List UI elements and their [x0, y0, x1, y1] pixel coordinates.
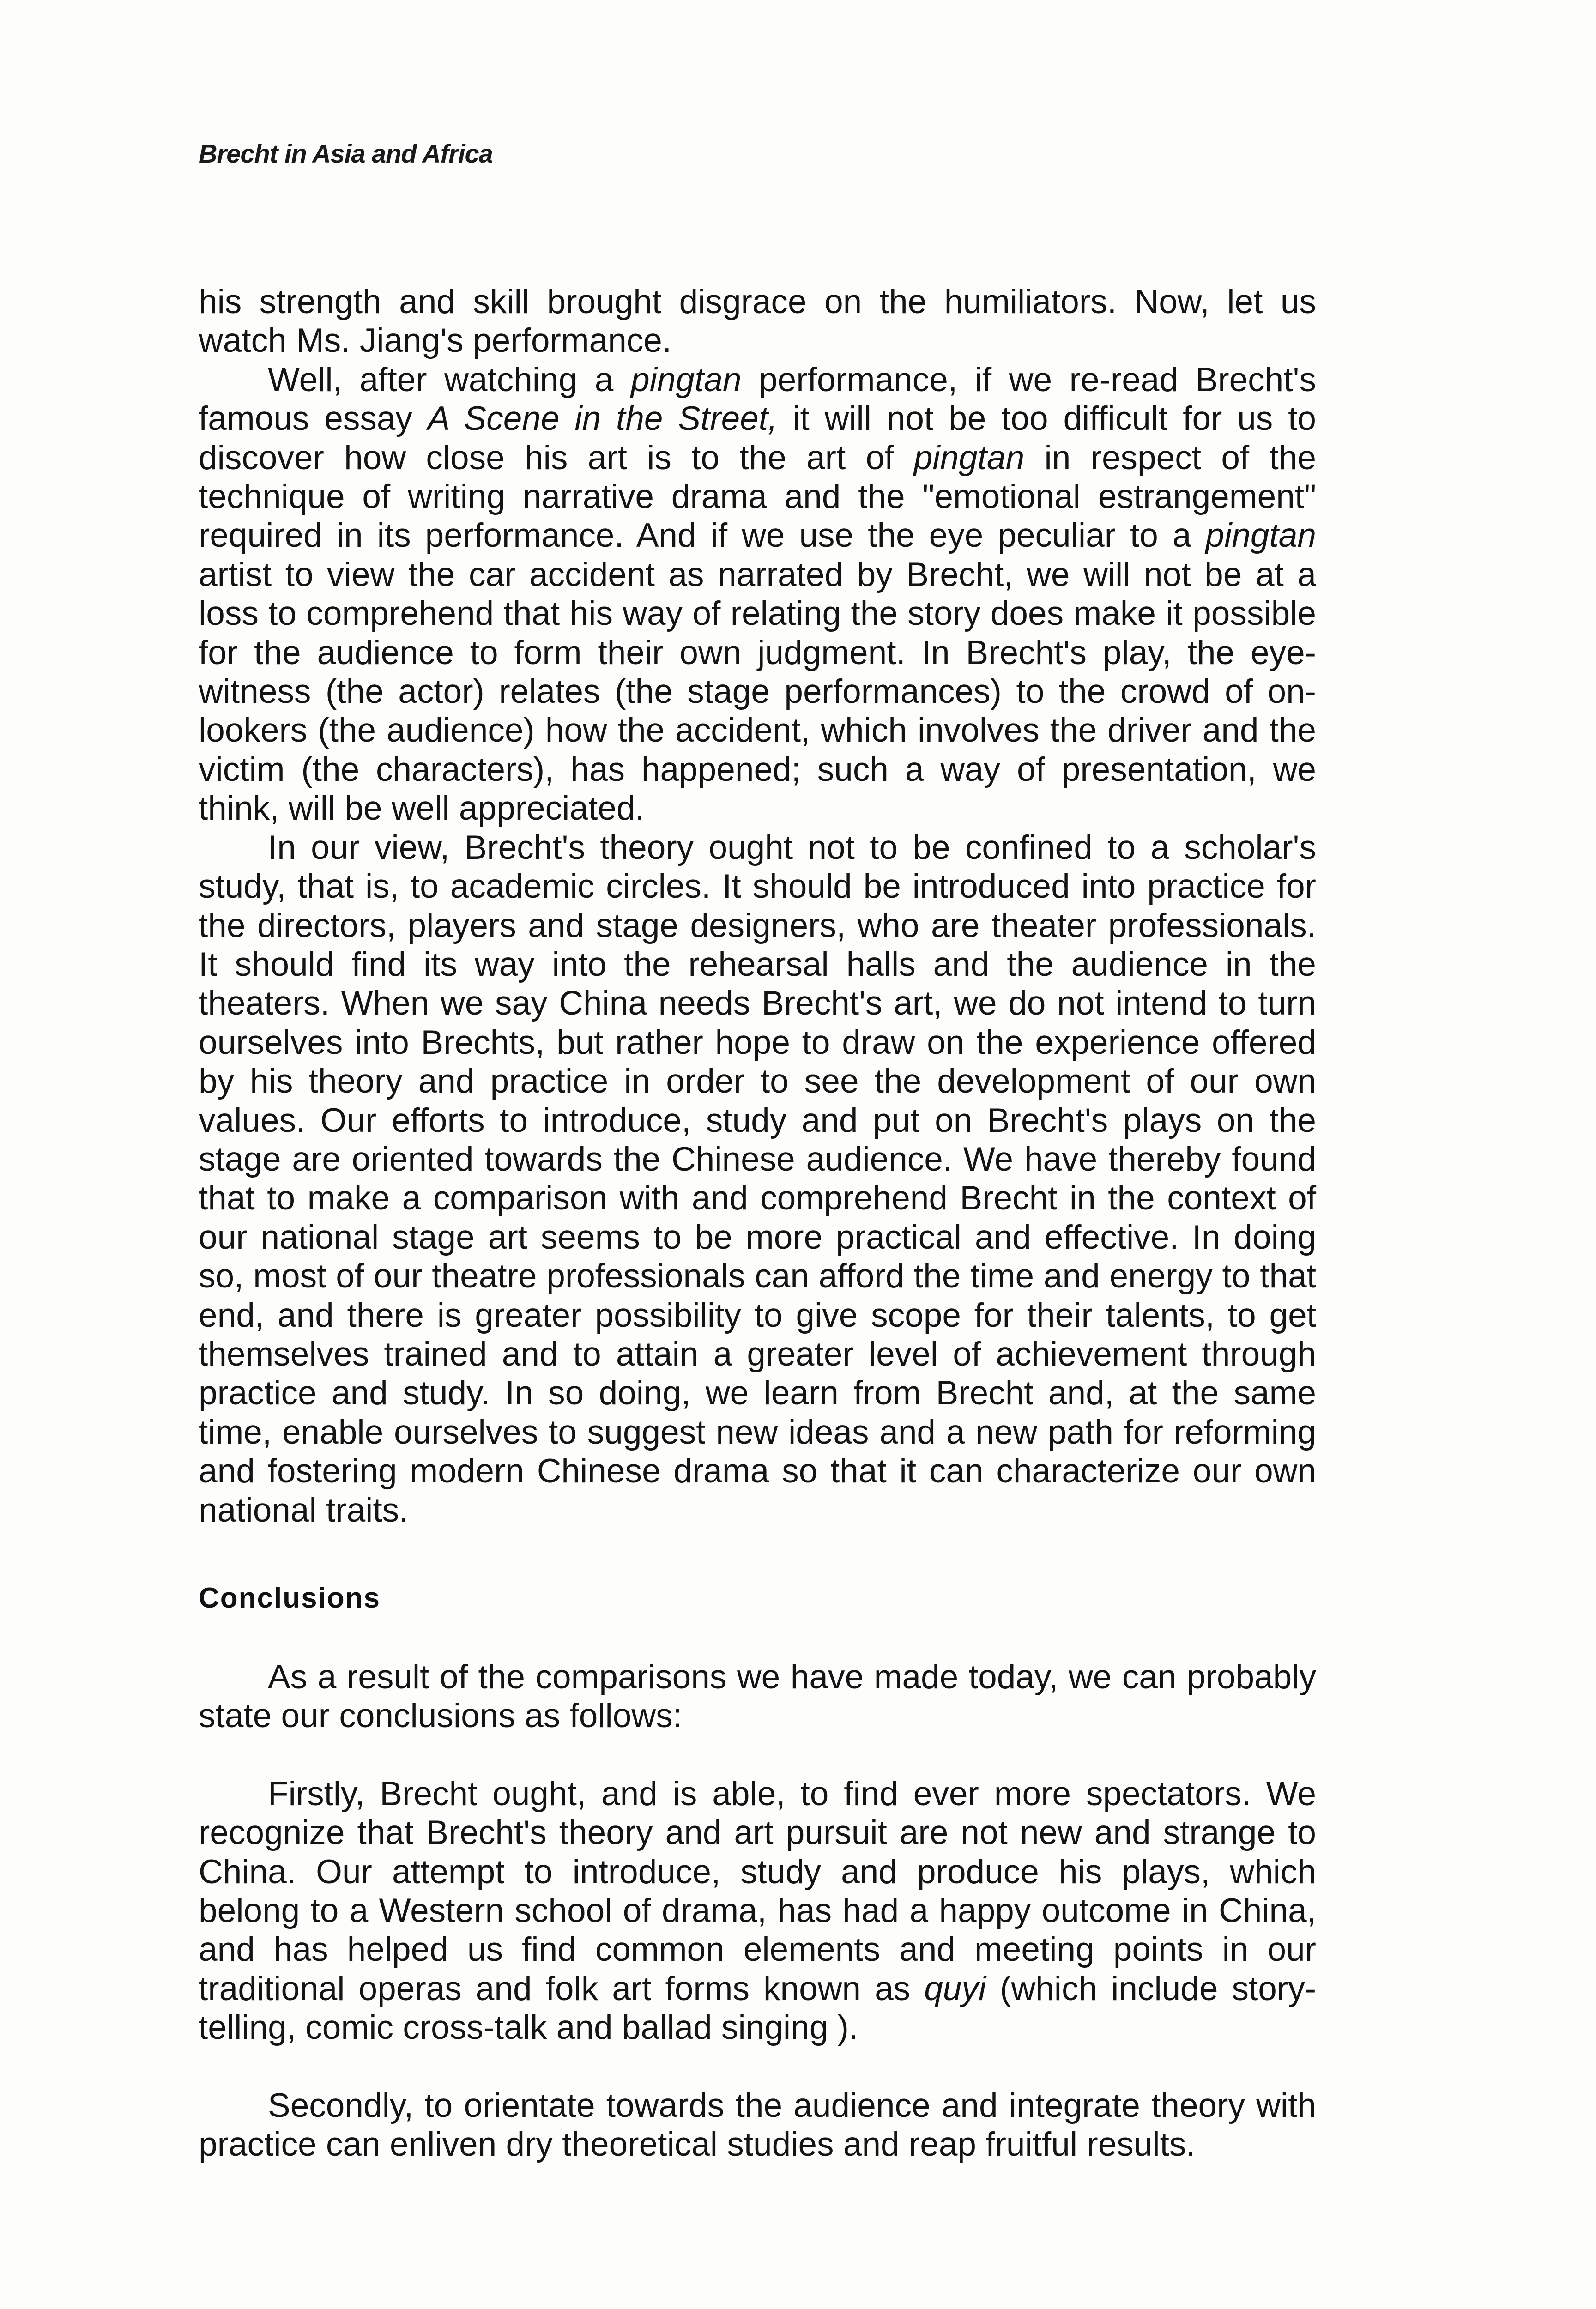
conclusions-text	[199, 1658, 1316, 2164]
text-run: Well, after watching a	[268, 361, 631, 399]
text-run: artist to view the car accident as narrated by Brecht, we will not be at a loss to comprehend that his way of relating the story does make it possible for the audience to form their own judgment. In Brecht's play, the eye-witness (the actor) relates (the stage performances) to the crowd of on-lookers (the audience) how the accident, which involves the driver and the victim (the characters), has happened; such a way of presentation, we think, will be well appreciated.	[199, 556, 1316, 828]
italic-term-quyi: quyi	[924, 1970, 986, 2007]
body-text	[199, 283, 1316, 1530]
text-run: it will not be too difficult for us to discover how close his art is to the art of	[199, 400, 1317, 477]
italic-title-scene-in-street: A Scene in the Street,	[427, 400, 778, 438]
paragraph-our-view: In our view, Brecht's theory ought not to be confined to a scholar's study, that is, to academic circles. It should be introduced into practice for the directors, players and stage designers, who are theater professionals. It should find its way into the rehearsal halls and the audience in the theaters. When we say China needs Brecht's art, we do not intend to turn ourselves into Brechts, but rather hope to draw on the experience offered by his theory and practice in order to see the development of our own values. Our efforts to introduce, study and put on Brecht's plays on the stage are oriented towards the Chinese audience. We have thereby found that to make a comparison with and comprehend Brecht in the context of our national stage art seems to be more practical and effective. In doing so, most of our theatre professionals can afford the time and energy to that end, and there is greater possibility to give scope for their talents, to get themselves trained and to attain a greater level of achievement through practice and study. In so doing, we learn from Brecht and, at the same time, enable ourselves to suggest new ideas and a new path for reforming and fostering modern Chinese drama so that it can characterize our own national traits.	[199, 828, 1316, 1529]
italic-term-pingtan: pingtan	[630, 361, 742, 399]
paragraph-continued: his strength and skill brought disgrace on the humiliators. Now, let us watch Ms. Jiang's performance.	[199, 283, 1316, 360]
paragraph-firstly	[199, 1775, 1316, 2048]
text-run: in respect of the technique of writing narrative drama and the "emotional estrangement" required in its performance. And if we use the eye peculiar to a	[199, 439, 1316, 555]
italic-term-pingtan: pingtan	[913, 439, 1025, 477]
section-heading-conclusions: Conclusions	[199, 1582, 381, 1614]
paragraph-secondly: Secondly, to orientate towards the audience and integrate theory with practice can enliven dry theoretical studies and reap fruitful results.	[199, 2086, 1316, 2164]
paragraph-pingtan	[199, 361, 1316, 828]
text-run: (which include story-telling, comic cross-talk and ballad singing ).	[199, 1970, 1317, 2047]
running-head: Brecht in Asia and Africa	[199, 139, 493, 168]
paragraph-conclusions-intro: As a result of the comparisons we have made today, we can probably state our conclusions as follows:	[199, 1658, 1316, 1735]
italic-term-pingtan: pingtan	[1205, 517, 1316, 555]
text-run: performance, if we re-read Brecht's famous essay	[199, 361, 1316, 438]
text-run: Firstly, Brecht ought, and is able, to find ever more spectators. We recognize that Brecht's theory and art pursuit are not new and strange to China. Our attempt to introduce, study and produce his plays, which belong to a Western school of drama, has had a happy outcome in China, and has helped us find common elements and meeting points in our traditional operas and folk art forms known as	[199, 1775, 1316, 2007]
